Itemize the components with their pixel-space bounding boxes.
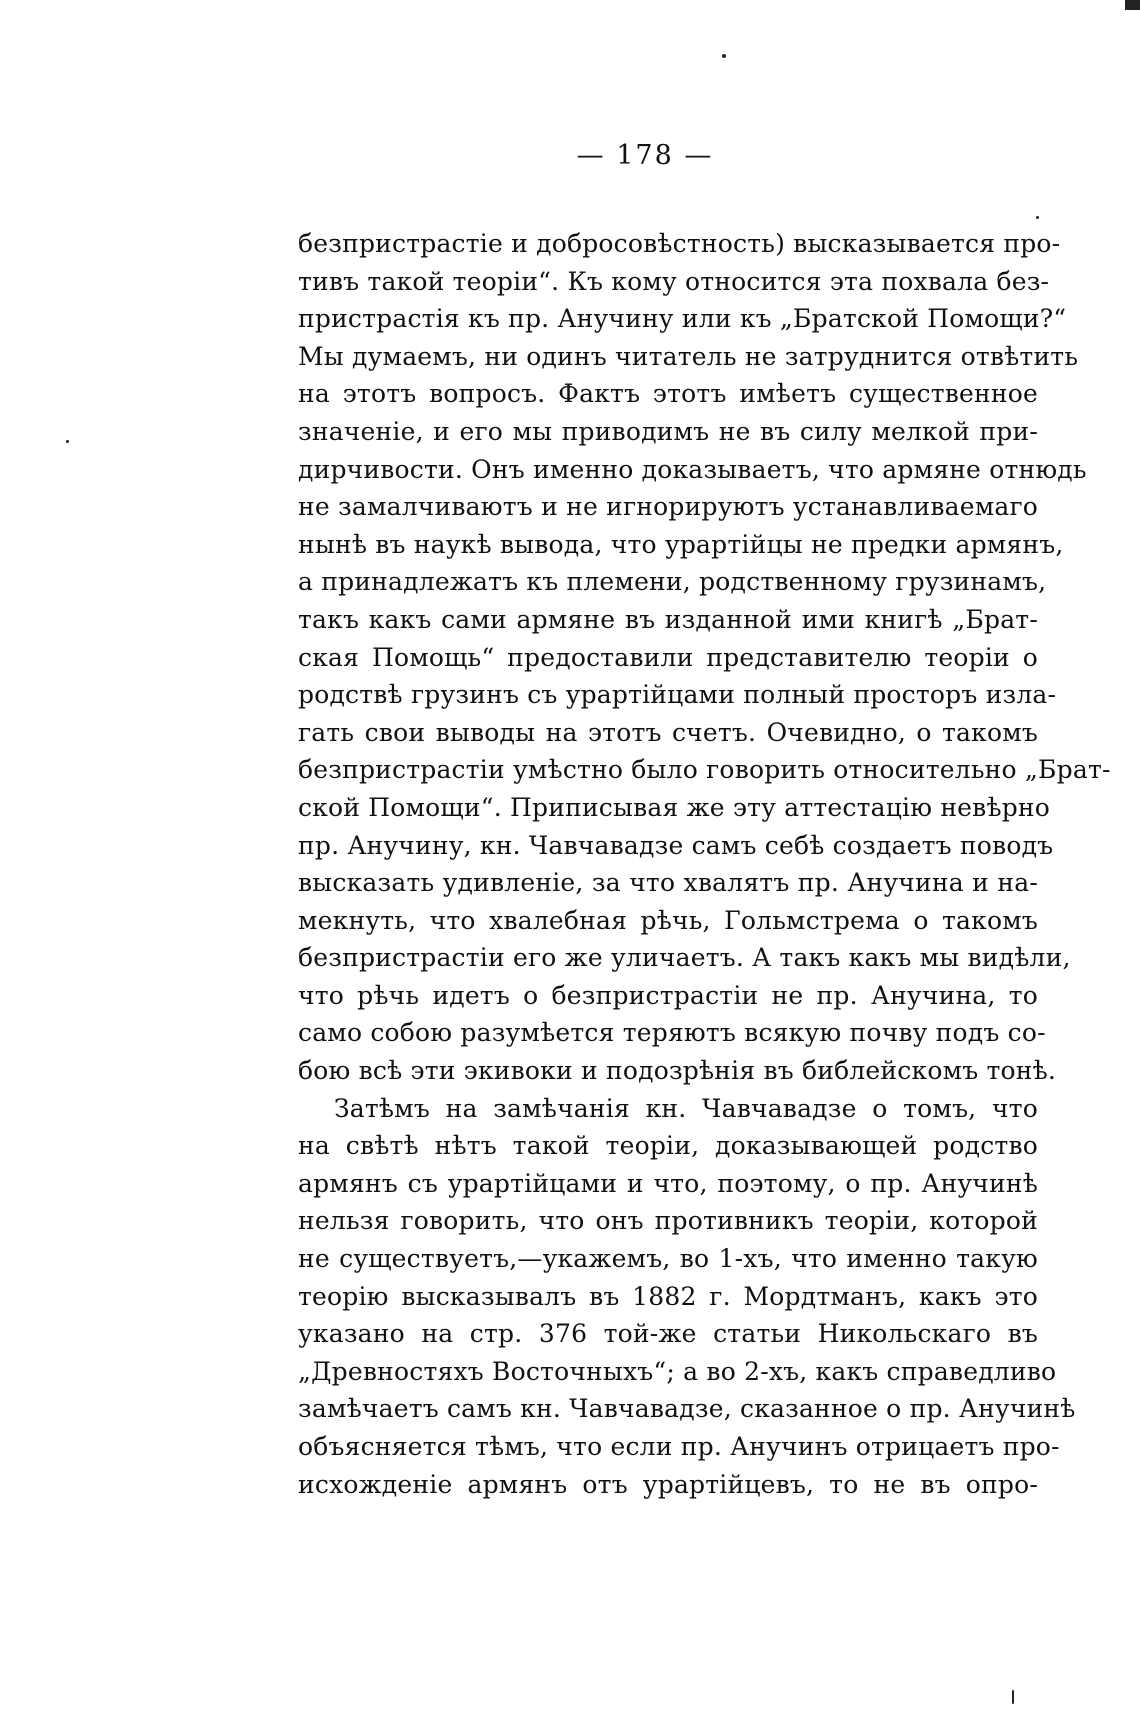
- text-line: нынѣ въ наукѣ вывода, что урартійцы не предки армянъ,: [298, 529, 1064, 559]
- text-line: не замалчиваютъ и не игнорируютъ устанавливаемаго: [298, 492, 1038, 522]
- text-line: гать свои выводы на этотъ счетъ. Очевидно, о такомъ: [298, 717, 1038, 747]
- text-line: пр. Анучину, кн. Чавчавадзе самъ себѣ создаетъ поводъ: [298, 830, 1054, 860]
- text-line: а принадлежатъ къ племени, родственному грузинамъ,: [298, 567, 1047, 597]
- text-line: родствѣ грузинъ съ урартійцами полный просторъ изла-: [298, 680, 1057, 710]
- text-line: мекнуть, что хвалебная рѣчь, Гольмстрема о такомъ: [298, 905, 1038, 935]
- text-line: что рѣчь идетъ о безпристрастіи не пр. Анучина, то: [298, 980, 1038, 1010]
- text-line: армянъ съ урартійцами и что, поэтому, о пр. Анучинѣ: [298, 1168, 1038, 1198]
- scan-speck: [1125, 0, 1140, 10]
- text-line: замѣчаетъ самъ кн. Чавчавадзе, сказанное о пр. Анучинѣ: [298, 1394, 1076, 1424]
- page-number-text: — 178 —: [576, 140, 714, 171]
- text-line: не существуетъ,—укажемъ, во 1-хъ, что именно такую: [298, 1244, 1038, 1274]
- text-line: „Древностяхъ Восточныхъ“; а во 2-хъ, какъ справедливо: [298, 1356, 1057, 1386]
- text-line: исхожденіе армянъ отъ урартійцевъ, то не въ опро-: [298, 1469, 1038, 1499]
- text-line: на этотъ вопросъ. Фактъ этотъ имѣетъ существенное: [298, 379, 1038, 409]
- text-line: ская Помощь“ предоставили представителю теоріи о: [298, 642, 1038, 672]
- text-line: пристрастія къ пр. Анучину или къ „Братской Помощи?“: [298, 304, 1067, 334]
- text-line: нельзя говорить, что онъ противникъ теоріи, которой: [298, 1206, 1038, 1236]
- text-line: само собою разумѣется теряютъ всякую почву подъ со-: [298, 1018, 1046, 1048]
- scan-speck: [66, 440, 69, 443]
- text-line: бою всѣ эти экивоки и подозрѣнія въ библейскомъ тонѣ.: [298, 1056, 1057, 1086]
- text-line: безпристрастіи его же уличаетъ. А такъ какъ мы видѣли,: [298, 943, 1071, 973]
- scan-speck: [1012, 1690, 1014, 1704]
- text-line: значеніе, и его мы приводимъ не въ силу мелкой при-: [298, 416, 1038, 446]
- text-line: тивъ такой теоріи“. Къ кому относится эта похвала без-: [298, 266, 1050, 296]
- text-line: безпристрастіи умѣстно было говорить относительно „Брат-: [298, 755, 1111, 785]
- scan-speck: [722, 54, 726, 58]
- text-line: ской Помощи“. Приписывая же эту аттестацію невѣрно: [298, 792, 1051, 822]
- text-line: высказать удивленіе, за что хвалятъ пр. Анучина и на-: [298, 868, 1038, 898]
- text-line: теорію высказывалъ въ 1882 г. Мордтманъ, какъ это: [298, 1281, 1038, 1311]
- text-line-paragraph-start: Затѣмъ на замѣчанія кн. Чавчавадзе о томъ, что: [334, 1093, 1038, 1123]
- text-line: указано на стр. 376 той-же статьи Никольскаго въ: [298, 1319, 1038, 1349]
- text-line: такъ какъ сами армяне въ изданной ими книгѣ „Брат-: [298, 604, 1038, 634]
- text-line: на свѣтѣ нѣтъ такой теоріи, доказывающей родство: [298, 1131, 1038, 1161]
- scan-speck: [1036, 216, 1039, 219]
- body-text: [298, 225, 1111, 1503]
- text-line: Мы думаемъ, ни одинъ читатель не затруднится отвѣтить: [298, 341, 1079, 371]
- text-line: безпристрастіе и добросовѣстность) высказывается про-: [298, 229, 1061, 258]
- text-line: объясняется тѣмъ, что если пр. Анучинъ отрицаетъ про-: [298, 1432, 1060, 1461]
- text-line: дирчивости. Онъ именно доказываетъ, что армяне отнюдь: [298, 454, 1087, 484]
- page-number: [0, 140, 1140, 171]
